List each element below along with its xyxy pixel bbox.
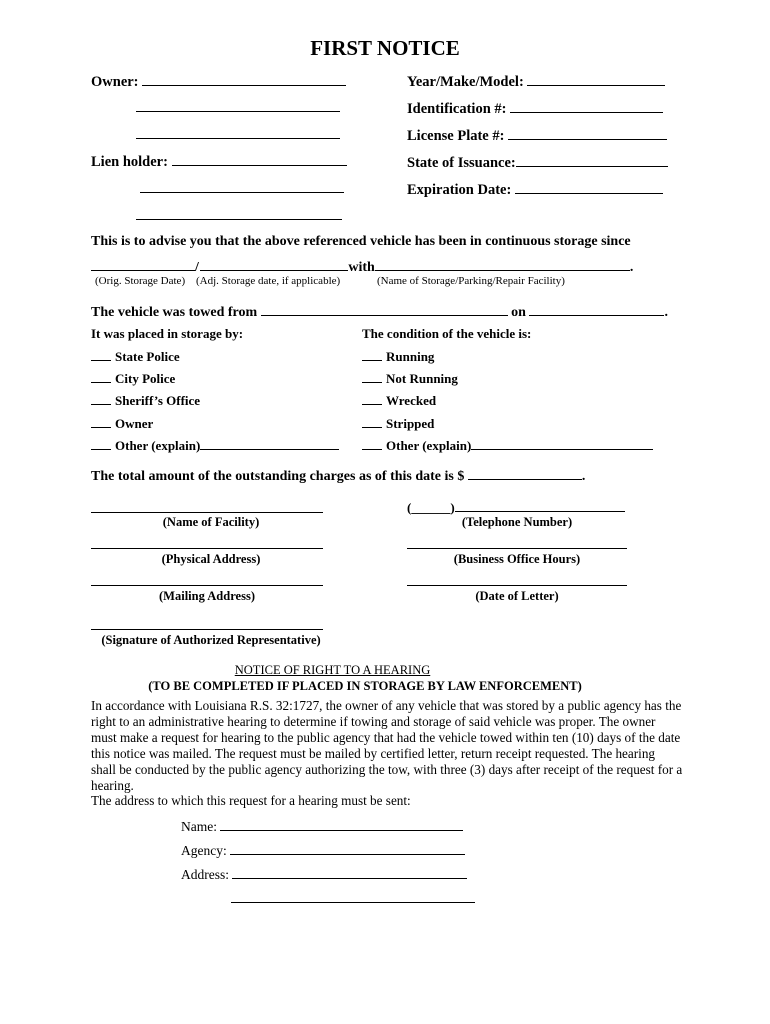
placed-by-option[interactable] [91,348,180,365]
expiration-date-field[interactable] [407,180,663,199]
signature-caption: (Signature of Authorized Representative) [101,633,321,647]
hearing-agency-label: Agency: [181,843,227,858]
placed-by-option[interactable] [91,437,339,454]
option-label: Owner [115,416,154,431]
option-label: Not Running [386,371,458,386]
condition-heading: The condition of the vehicle is: [362,326,532,341]
telephone-input[interactable] [455,499,625,512]
hearing-subheading: (TO BE COMPLETED IF PLACED IN STORAGE BY LAW ENFORCEMENT) [148,679,582,693]
hearing-body: In accordance with Louisiana R.S. 32:1727, the owner of any vehicle that was stored by a public agency has the right to an administrative hearing to determine if towing and storage of said vehicle was proper. The owner must make a request for hearing to the public agency that had the vehicle towed within ten (10) days of the date this notice was mailed. The request must be mailed by certified letter, return receipt requested. The hearing shall be conducted by the public agency authorizing the tow, with three (3) days after receipt of the request for a hearing. [91,698,683,793]
expiration-date-label: Expiration Date: [407,182,512,198]
towed-from-input[interactable] [261,302,508,316]
option-label: City Police [115,371,176,386]
storage-with: with [348,260,375,275]
lien-holder-label: Lien holder: [91,154,168,170]
orig-storage-date-input[interactable] [91,257,195,271]
checkbox-line[interactable] [91,415,111,428]
storage-date-row [91,257,633,276]
condition-option[interactable] [362,392,436,409]
charges-period: . [581,469,586,484]
facility-name-caption: (Name of Facility) [162,515,260,529]
year-make-model-input-line[interactable] [527,72,665,86]
hearing-address-input[interactable] [232,865,467,879]
checkbox-line[interactable] [362,348,382,361]
towed-period: . [664,305,668,320]
condition-option[interactable] [362,370,458,387]
placed-by-option[interactable] [91,370,175,387]
hearing-address-label: Address: [181,867,229,882]
physical-address-caption: (Physical Address) [161,552,261,566]
owner-line-3[interactable] [136,138,340,139]
year-make-model-label: Year/Make/Model: [407,74,524,90]
condition-option[interactable] [362,437,653,454]
placed-by-option[interactable] [91,415,153,432]
business-hours-caption: (Business Office Hours) [453,552,581,566]
storage-advise-text: This is to advise you that the above referenced vehicle has been in continuous storage since [91,234,631,249]
towed-on-date-input[interactable] [529,302,664,316]
facility-name-line[interactable] [91,512,323,513]
condition-other-input[interactable] [471,437,653,450]
condition-option[interactable] [362,415,434,432]
placed-by-other-input[interactable] [200,437,339,450]
owner-input-line[interactable] [142,72,346,86]
charges-label: The total amount of the outstanding charges as of this date is $ [91,469,465,484]
option-label: Other (explain) [386,438,472,453]
year-make-model-field[interactable] [407,72,665,91]
date-of-letter-line[interactable] [407,585,627,586]
condition-option[interactable] [362,348,434,365]
owner-line-2[interactable] [136,111,340,112]
telephone-row[interactable] [407,499,625,516]
placed-by-heading: It was placed in storage by: [91,326,244,341]
towed-from-row [91,302,668,321]
checkbox-line[interactable] [362,437,382,450]
license-plate-field[interactable] [407,126,667,145]
identification-input-line[interactable] [510,99,663,113]
mailing-address-caption: (Mailing Address) [159,589,255,603]
hearing-name-label: Name: [181,819,217,834]
checkbox-line[interactable] [91,370,111,383]
owner-field[interactable] [91,72,346,91]
state-of-issuance-input-line[interactable] [516,153,668,167]
facility-caption: (Name of Storage/Parking/Repair Facility) [377,275,565,287]
hearing-name-row[interactable] [181,817,463,835]
state-of-issuance-field[interactable] [407,153,668,172]
signature-line[interactable] [91,629,323,630]
expiration-date-input-line[interactable] [515,180,663,194]
checkbox-line[interactable] [91,392,111,405]
hearing-name-input[interactable] [220,817,463,831]
license-plate-label: License Plate #: [407,128,505,144]
license-plate-input-line[interactable] [508,126,667,140]
charges-row [91,466,585,485]
checkbox-line[interactable] [91,348,111,361]
checkbox-line[interactable] [91,437,111,450]
checkbox-line[interactable] [362,392,382,405]
option-label: Running [386,349,435,364]
option-label: Stripped [386,416,435,431]
mailing-address-line[interactable] [91,585,323,586]
hearing-address-line-2[interactable] [231,902,475,903]
checkbox-line[interactable] [362,415,382,428]
document-title: FIRST NOTICE [310,36,460,60]
storage-period: . [629,260,634,275]
hearing-heading: NOTICE OF RIGHT TO A HEARING [234,663,431,677]
orig-storage-caption: (Orig. Storage Date) [95,275,186,287]
checkbox-line[interactable] [362,370,382,383]
date-of-letter-caption: (Date of Letter) [475,589,559,603]
option-label: Other (explain) [115,438,201,453]
hearing-address-line: The address to which this request for a hearing must be sent: [91,793,411,808]
lien-holder-line-2[interactable] [140,192,344,193]
identification-field[interactable] [407,99,663,118]
state-of-issuance-label: State of Issuance: [407,155,516,171]
business-hours-line[interactable] [407,548,627,549]
identification-label: Identification #: [407,101,507,117]
telephone-area-code: (______) [407,500,455,515]
lien-holder-input-line[interactable] [172,152,347,166]
option-label: State Police [115,349,180,364]
charges-amount-input[interactable] [468,466,582,480]
hearing-address-row[interactable] [181,865,467,883]
physical-address-line[interactable] [91,548,323,549]
adj-storage-date-input[interactable] [200,257,348,271]
placed-by-option[interactable] [91,392,200,409]
lien-holder-line-3[interactable] [136,219,342,220]
adj-storage-caption: (Adj. Storage date, if applicable) [196,275,341,287]
hearing-agency-row[interactable] [181,841,465,859]
owner-label: Owner: [91,74,139,90]
storage-facility-input[interactable] [375,257,630,271]
storage-slash: / [195,260,199,275]
telephone-caption: (Telephone Number) [461,515,573,529]
towed-on-label: on [511,305,526,320]
option-label: Sheriff’s Office [115,393,201,408]
towed-from-label: The vehicle was towed from [91,305,258,320]
hearing-agency-input[interactable] [230,841,465,855]
option-label: Wrecked [386,393,437,408]
lien-holder-field[interactable] [91,152,347,171]
